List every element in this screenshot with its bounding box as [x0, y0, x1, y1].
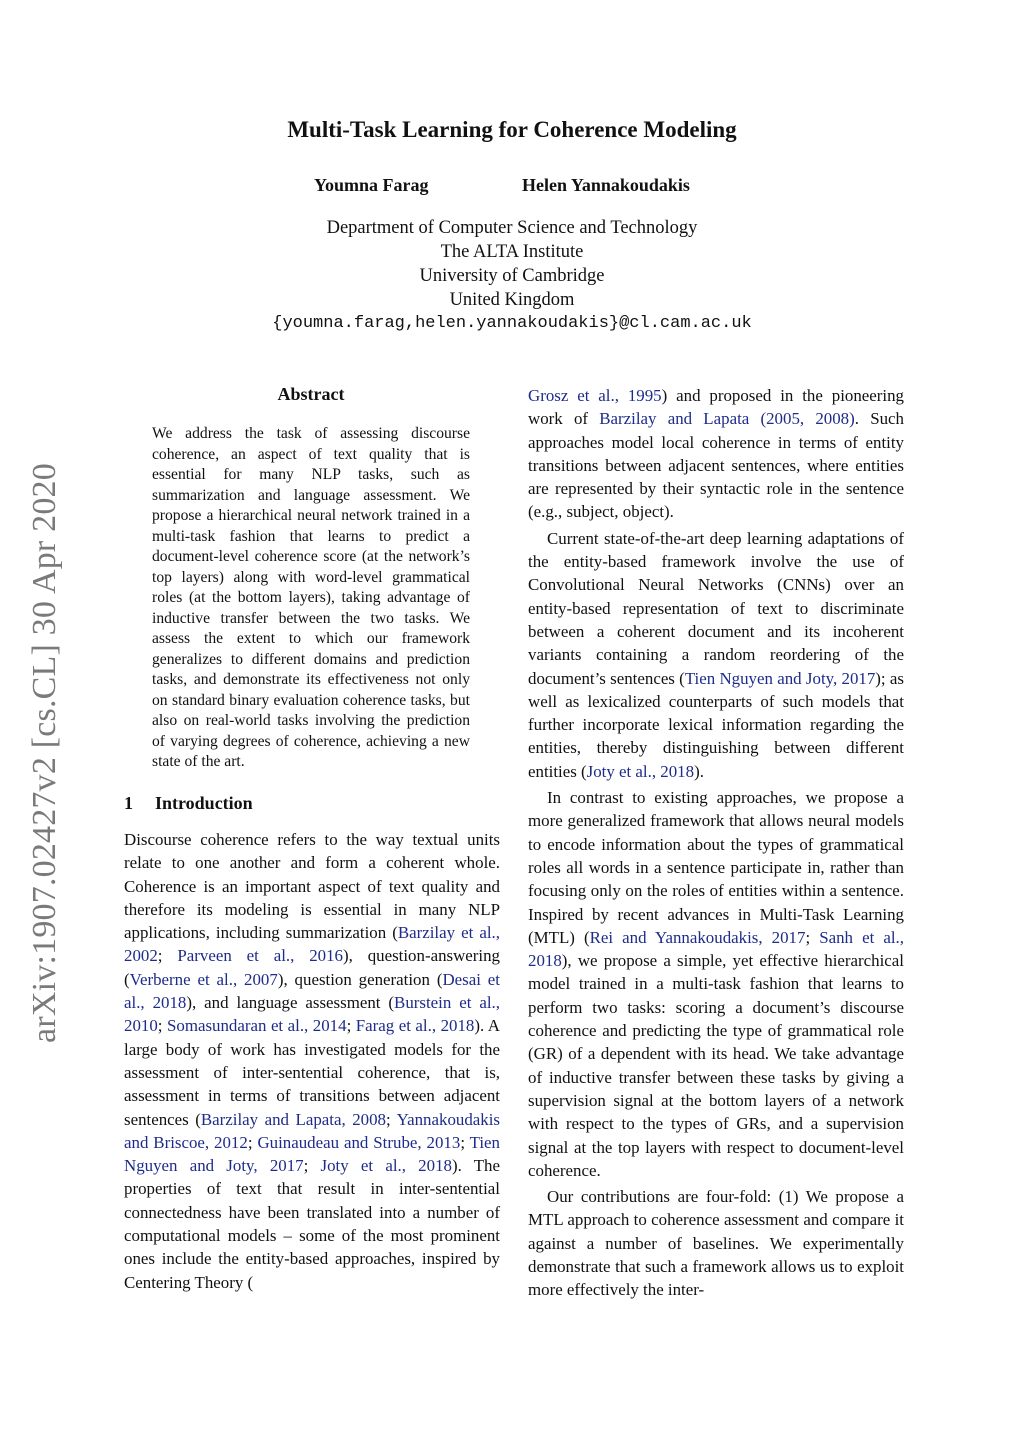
- affiliation-line: Department of Computer Science and Technology: [326, 218, 698, 238]
- affiliation-line: United Kingdom: [449, 290, 575, 310]
- citation[interactable]: Desai et al., 2018: [124, 969, 500, 1013]
- citation[interactable]: Guinaudeau and Strube, 2013: [257, 1132, 461, 1152]
- intro-paragraph-4: Our contributions are four-fold: (1) We propose a MTL approach to coherence assessment and compare it against a number of baselines. We experimentally demonstrate that such a framework allows us to exploit more effectively the inter-: [528, 1187, 904, 1300]
- citation[interactable]: Joty et al., 2018: [320, 1156, 452, 1176]
- affiliation-block: [0, 216, 1024, 336]
- intro-paragraph-3: In contrast to existing approaches, we propose a more generalized framework that allows neural models to encode information about the types of grammatical roles all words in a sentence participate in, rather than focusing only on the roles of entities within a sentence. Inspired by recent advances in Multi-Task Learning (MTL) (Rei and Yannakoudakis, 2017; Sanh et al., 2018), we propose a simple, yet effective hierarchical model trained in a multi-task fashion that learns to perform two tasks: scoring a document’s discourse coherence and predicting the type of grammatical role (GR) of a dependent with its head. We take advantage of inductive transfer between these tasks by giving a supervision signal at the bottom layers of a network with respect to the types of GRs, and a supervision signal at the top layers with respect to document-level coherence.: [528, 788, 904, 1180]
- intro-paragraph-1: Discourse coherence refers to the way textual units relate to one another and form a coherent whole. Coherence is an important aspect of text quality and therefore its modeling is essential in many NLP applications, including summarization (Barzilay et al., 2002; Parveen et al., 2016), question-answering (Verberne et al., 2007), question generation (Desai et al., 2018), and language assessment (Burstein et al., 2010; Somasundaran et al., 2014; Farag et al., 2018). A large body of work has investigated models for the assessment of inter-sentential coherence, that is, assessment in terms of transitions between adjacent sentences (Barzilay and Lapata, 2008; Yannakoudakis and Briscoe, 2012; Guinaudeau and Strube, 2013; Tien Nguyen and Joty, 2017; Joty et al., 2018). The properties of text that result in inter-sentential connectedness have been translated into a number of computational models – some of the most prominent ones include the entity-based approaches, inspired by Centering Theory (: [124, 830, 501, 1292]
- citation[interactable]: Verberne et al., 2007: [129, 969, 278, 989]
- citation[interactable]: Sanh et al., 2018: [528, 927, 904, 971]
- section-heading-introduction: [124, 793, 253, 814]
- citation[interactable]: Barzilay and Lapata (2005, 2008): [599, 409, 855, 429]
- citation[interactable]: Joty et al., 2018: [586, 761, 695, 781]
- author-2: Helen Yannakoudakis: [522, 175, 690, 195]
- author-email: {youmna.farag,helen.yannakoudakis}@cl.cam.ac.uk: [272, 314, 752, 333]
- intro-paragraph-2: Current state-of-the-art deep learning adaptations of the entity-based framework involve the use of Convolutional Neural Networks (CNNs) over an entity-based representation of text to discriminate between a coherent document and its incoherent variants containing a random reordering of the document’s sentences (Tien Nguyen and Joty, 2017); as well as lexicalized counterparts of such models that further incorporate lexical information regarding the entities, thereby distinguishing between different entities (Joty et al., 2018).: [528, 528, 904, 781]
- citation[interactable]: Somasundaran et al., 2014: [166, 1016, 347, 1036]
- citation[interactable]: Farag et al., 2018: [355, 1016, 475, 1036]
- citation[interactable]: Tien Nguyen and Joty, 2017: [684, 668, 876, 688]
- abstract-heading: Abstract: [277, 384, 345, 404]
- arxiv-identifier: arXiv:1907.02427v2 [cs.CL] 30 Apr 2020: [26, 463, 63, 1043]
- intro-paragraph-1-continued: Grosz et al., 1995) and proposed in the pioneering work of Barzilay and Lapata (2005, 2008). Such approaches model local coherence in terms of entity transitions between adjacent sentences, where entities are represented by their syntactic role in the sentence (e.g., subject, object).: [528, 386, 904, 522]
- citation[interactable]: Yannakoudakis and Briscoe, 2012: [124, 1109, 500, 1152]
- citation[interactable]: Tien Nguyen and Joty, 2017: [124, 1132, 500, 1176]
- citation[interactable]: Grosz et al., 1995: [528, 386, 662, 405]
- section-title: Introduction: [155, 793, 253, 813]
- citation[interactable]: Rei and Yannakoudakis, 2017: [589, 927, 806, 947]
- intro-column-right: [528, 384, 904, 1302]
- section-number: 1: [124, 793, 133, 813]
- paper-title: Multi-Task Learning for Coherence Modeling: [287, 117, 737, 142]
- affiliation-line: The ALTA Institute: [440, 242, 584, 262]
- intro-column-left: [124, 828, 500, 1294]
- citation[interactable]: Burstein et al., 2010: [124, 993, 501, 1036]
- citation[interactable]: Barzilay et al., 2002: [124, 923, 501, 966]
- citation[interactable]: Parveen et al., 2016: [177, 946, 343, 966]
- affiliation-line: University of Cambridge: [419, 266, 605, 286]
- citation[interactable]: Barzilay and Lapata, 2008: [200, 1109, 387, 1129]
- abstract-text: We address the task of assessing discourse coherence, an aspect of text quality that is essential for many NLP tasks, such as summarization and language assessment. We propose a hierarchical neural network trained in a multi-task fashion that learns to predict a document-level coherence score (at the network’s top layers) along with word-level grammatical roles (at the bottom layers), taking advantage of inductive transfer between the two tasks. We assess the extent to which our framework generalizes to different domains and prediction tasks, and demonstrate its effectiveness not only on standard binary evaluation coherence tasks, but also on real-world tasks involving the prediction of varying degrees of coherence, achieving a new state of the art.: [152, 425, 470, 770]
- author-1: Youmna Farag: [314, 175, 429, 195]
- arxiv-sidebar: [20, 448, 70, 1058]
